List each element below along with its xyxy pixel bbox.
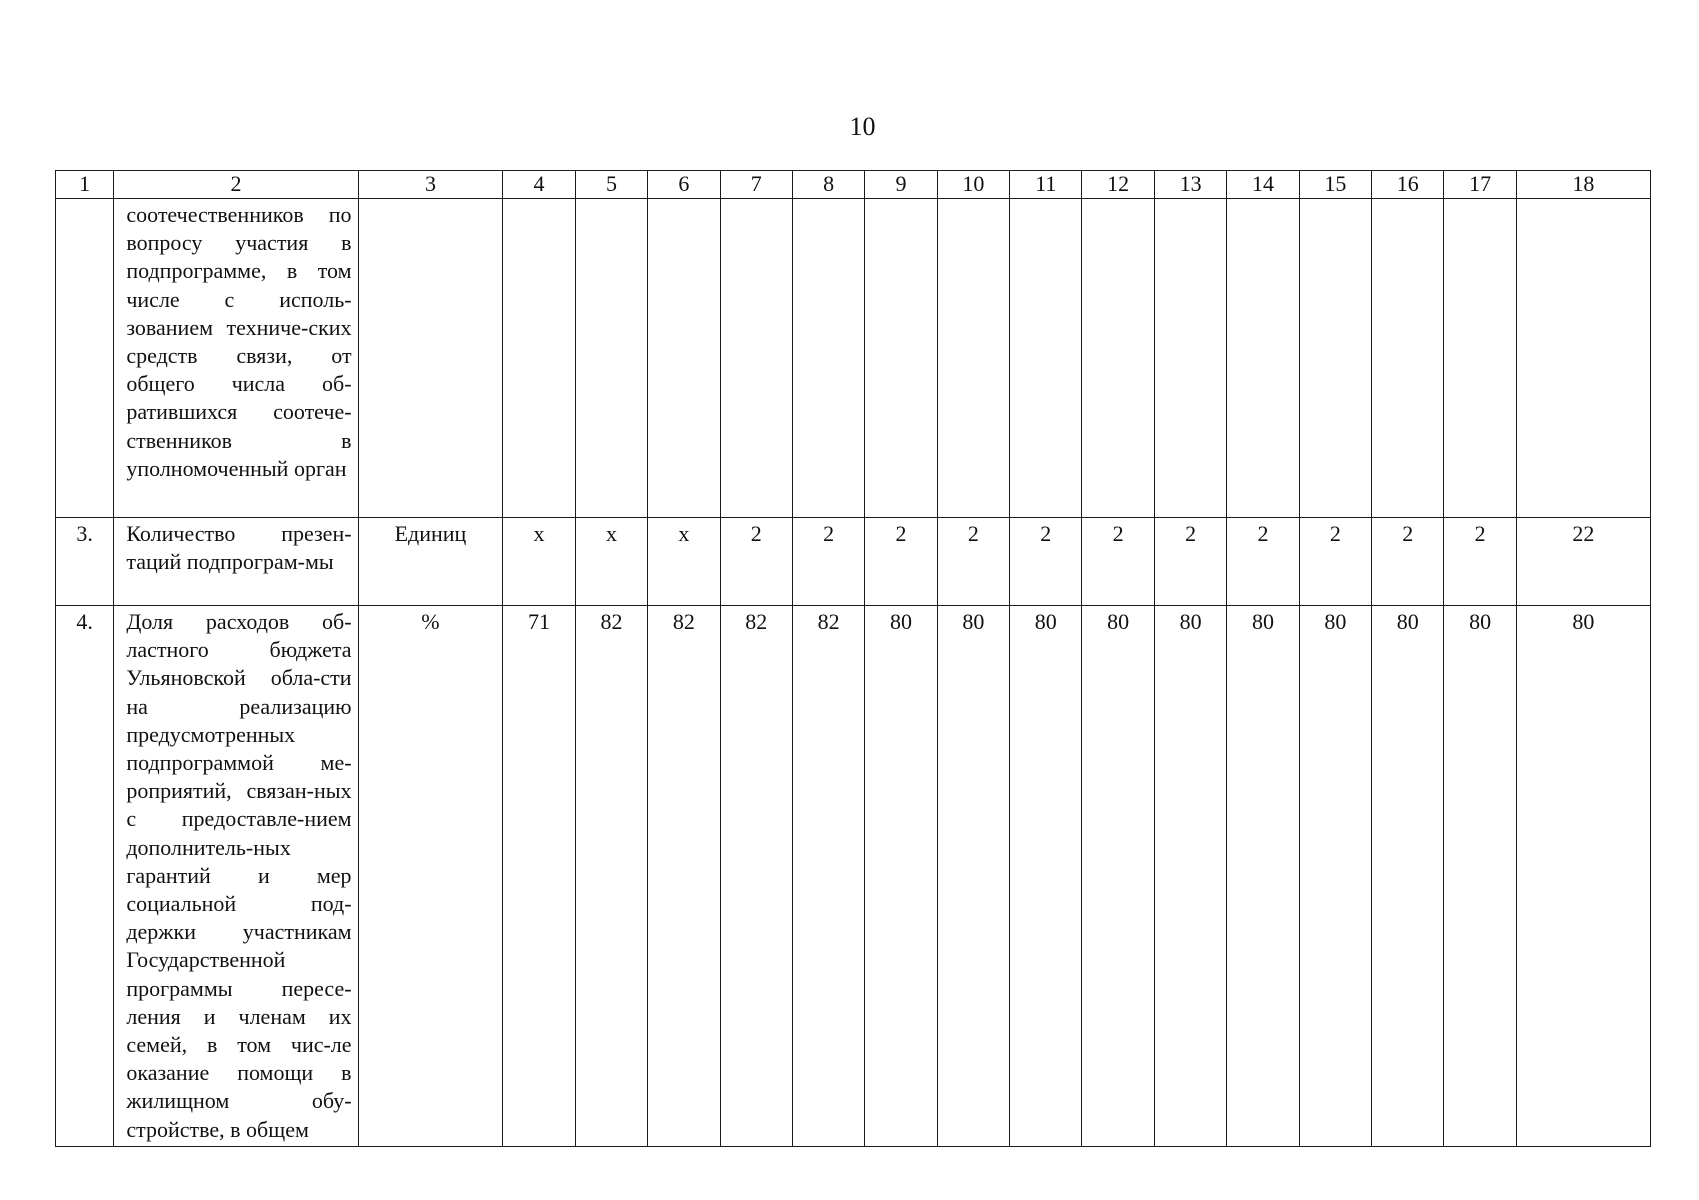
row-number: 3. bbox=[56, 518, 114, 606]
value-cell bbox=[575, 199, 647, 518]
value-cell bbox=[1299, 199, 1371, 518]
value-cell bbox=[720, 199, 792, 518]
header-cell: 17 bbox=[1444, 171, 1516, 199]
header-cell: 4 bbox=[503, 171, 575, 199]
value-cell: 80 bbox=[1154, 606, 1226, 1147]
value-cell: 22 bbox=[1516, 518, 1650, 606]
value-cell: 2 bbox=[1010, 518, 1082, 606]
value-cell: 2 bbox=[792, 518, 864, 606]
unit-cell: % bbox=[358, 606, 503, 1147]
table-row bbox=[56, 518, 1651, 606]
value-cell: 2 bbox=[1444, 518, 1516, 606]
header-cell: 7 bbox=[720, 171, 792, 199]
value-cell bbox=[1010, 199, 1082, 518]
value-cell: 80 bbox=[1444, 606, 1516, 1147]
value-cell: 80 bbox=[1299, 606, 1371, 1147]
header-cell: 5 bbox=[575, 171, 647, 199]
value-cell: 2 bbox=[1372, 518, 1444, 606]
value-cell: 80 bbox=[1516, 606, 1650, 1147]
header-cell: 15 bbox=[1299, 171, 1371, 199]
value-cell: 82 bbox=[720, 606, 792, 1147]
value-cell: 80 bbox=[1227, 606, 1299, 1147]
indicator-description: соотечественников по вопросу участия в подпрограмме, в том числе с исполь-зованием техниче-ских средств связи, от общего числа об-ратившихся соотече-ственников в уполномоченный орган bbox=[114, 199, 358, 518]
value-cell: 2 bbox=[937, 518, 1009, 606]
header-cell: 9 bbox=[865, 171, 937, 199]
row-number bbox=[56, 199, 114, 518]
value-cell: 80 bbox=[1010, 606, 1082, 1147]
value-cell: 2 bbox=[720, 518, 792, 606]
value-cell bbox=[648, 199, 720, 518]
unit-cell bbox=[358, 199, 503, 518]
header-cell: 18 bbox=[1516, 171, 1650, 199]
value-cell: х bbox=[575, 518, 647, 606]
value-cell bbox=[1372, 199, 1444, 518]
value-cell bbox=[1227, 199, 1299, 518]
value-cell: 71 bbox=[503, 606, 575, 1147]
indicator-description: Доля расходов об-ластного бюджета Ульяновской обла-сти на реализацию предусмотренных подпрограммой ме-роприятий, связан-ных с предоставле-нием дополнитель-ных гарантий и мер социальной под-держки участникам Государственной программы пересе-ления и членам их семей, в том чис-ле оказание помощи в жилищном обу-стройстве, в общем bbox=[114, 606, 358, 1147]
header-cell: 16 bbox=[1372, 171, 1444, 199]
table-row bbox=[56, 199, 1651, 518]
header-cell: 3 bbox=[358, 171, 503, 199]
indicators-table bbox=[55, 170, 1651, 1147]
value-cell: 82 bbox=[575, 606, 647, 1147]
value-cell: х bbox=[503, 518, 575, 606]
value-cell bbox=[792, 199, 864, 518]
value-cell: 80 bbox=[1372, 606, 1444, 1147]
unit-cell: Единиц bbox=[358, 518, 503, 606]
value-cell: 82 bbox=[792, 606, 864, 1147]
header-cell: 10 bbox=[937, 171, 1009, 199]
header-cell: 13 bbox=[1154, 171, 1226, 199]
header-cell: 6 bbox=[648, 171, 720, 199]
value-cell: х bbox=[648, 518, 720, 606]
value-cell: 2 bbox=[1227, 518, 1299, 606]
header-cell: 12 bbox=[1082, 171, 1154, 199]
value-cell bbox=[1516, 199, 1650, 518]
value-cell: 80 bbox=[937, 606, 1009, 1147]
value-cell: 80 bbox=[865, 606, 937, 1147]
value-cell bbox=[1082, 199, 1154, 518]
header-cell: 2 bbox=[114, 171, 358, 199]
row-number: 4. bbox=[56, 606, 114, 1147]
value-cell bbox=[1154, 199, 1226, 518]
header-cell: 14 bbox=[1227, 171, 1299, 199]
value-cell bbox=[865, 199, 937, 518]
table-row bbox=[56, 606, 1651, 1147]
value-cell: 2 bbox=[1082, 518, 1154, 606]
value-cell bbox=[503, 199, 575, 518]
value-cell: 2 bbox=[1299, 518, 1371, 606]
page-number: 10 bbox=[849, 112, 876, 141]
header-cell: 1 bbox=[56, 171, 114, 199]
value-cell: 80 bbox=[1082, 606, 1154, 1147]
header-cell: 8 bbox=[792, 171, 864, 199]
table-header-row bbox=[56, 171, 1651, 199]
value-cell: 2 bbox=[1154, 518, 1226, 606]
value-cell: 2 bbox=[865, 518, 937, 606]
value-cell bbox=[1444, 199, 1516, 518]
header-cell: 11 bbox=[1010, 171, 1082, 199]
indicator-description: Количество презен-таций подпрограм-мы bbox=[114, 518, 358, 606]
value-cell bbox=[937, 199, 1009, 518]
value-cell: 82 bbox=[648, 606, 720, 1147]
